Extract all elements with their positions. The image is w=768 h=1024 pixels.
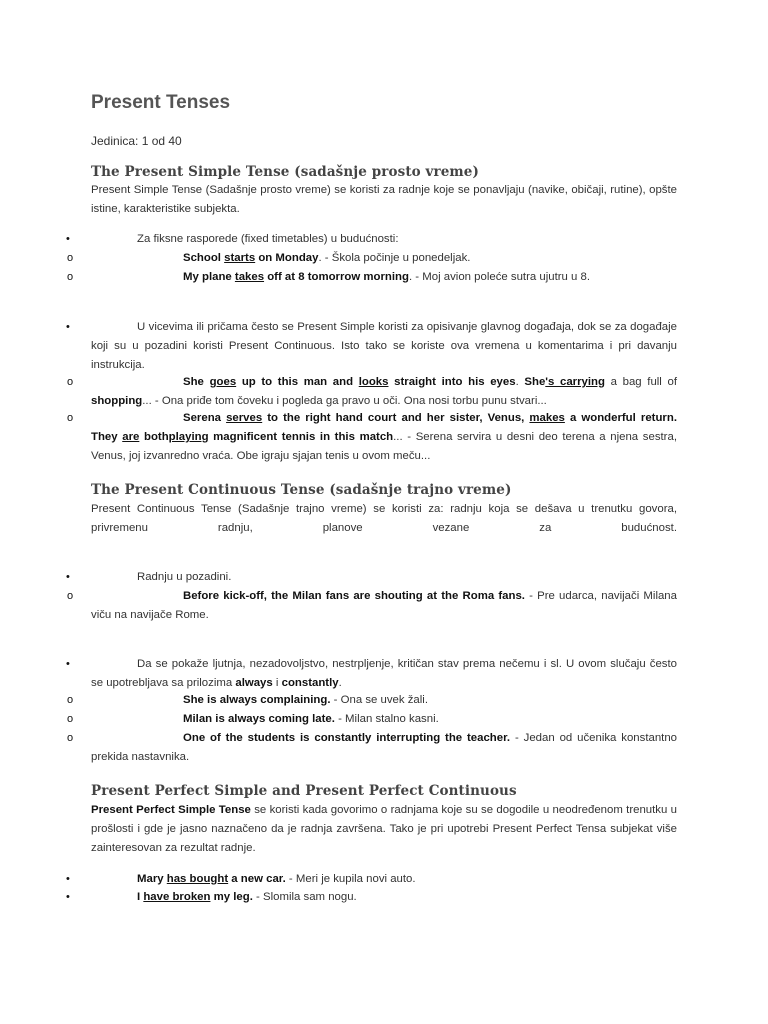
page-title: Present Tenses (91, 92, 231, 113)
sub-bullet-marker: o (67, 694, 74, 706)
unit-counter: Jedinica: 1 od 40 (91, 134, 182, 148)
example-she-goes: She goes up to this man and looks straight into his eyes. She's carrying a bag full of shopping... - Ona priđe tom čoveku i pogleda ga pravo u oči. Ona nosi torbu punu stvari... (91, 376, 677, 407)
sub-bullet-marker: o (67, 271, 74, 283)
example-serena-serves: Serena serves to the right hand court and her sister, Venus, makes a wonderful return. They are bothplaying magnificent tennis in this match... - Serena servira u desni deo terena a njena sestra, Venus, joj izvanredno vraća. Obe igraju sjajan tenis u ovom meču... (91, 412, 677, 462)
bullet-background-action: Radnju u pozadini. (137, 571, 232, 583)
bullet-marker: • (66, 571, 70, 583)
example-mary-bought: Mary has bought a new car. - Meri je kupila novi auto. (137, 873, 416, 885)
example-school-starts: School starts on Monday. - Škola počinje u ponedeljak. (183, 252, 471, 264)
sub-bullet-marker: o (67, 412, 74, 424)
section-heading-present-simple: The Present Simple Tense (sadašnje prosto vreme) (91, 164, 479, 180)
example-always-complaining: She is always complaining. - Ona se uvek žali. (183, 694, 428, 706)
bullet-marker: • (66, 233, 70, 245)
bullet-marker: • (66, 321, 70, 333)
sub-bullet-marker: o (67, 252, 74, 264)
section-heading-present-continuous: The Present Continuous Tense (sadašnje trajno vreme) (91, 482, 512, 498)
sub-bullet-marker: o (67, 732, 74, 744)
example-interrupting-teacher: One of the students is constantly interrupting the teacher. - Jedan od učenika konstantno prekida nastavnika. (91, 732, 678, 763)
bullet-jokes-stories: U vicevima ili pričama često se Present Simple koristi za opisivanje glavnog događaja, dok se za događaje koji su u pozadini koristi Present Continuous. Isto tako se koriste ova vremena u komentarima i pri davanju instrukcija. (91, 321, 677, 371)
present-continuous-intro: Present Continuous Tense (Sadašnje trajno vreme) se koristi za: radnju koja se dešava u trenutku govora, privremenu radnju, planove vezane za budućnost. (91, 503, 677, 534)
bullet-showing-anger: Da se pokaže ljutnja, nezadovoljstvo, nestrpljenje, kritičan stav prema nečemu i sl. U ovom slučaju često se upotrebljava sa prilozima always i constantly. (91, 658, 677, 689)
example-plane-takes-off: My plane takes off at 8 tomorrow morning. - Moj avion poleće sutra ujutru u 8. (183, 271, 591, 283)
example-milan-fans: Before kick-off, the Milan fans are shouting at the Roma fans. - Pre udarca, navijači Milana viču na navijače Rome. (91, 590, 677, 621)
present-simple-intro: Present Simple Tense (Sadašnje prosto vreme) se koristi za radnje koje se ponavljaju (navike, običaji, rutine), opšte istine, karakteristike subjekta. (91, 184, 677, 215)
example-milan-late: Milan is always coming late. - Milan stalno kasni. (183, 713, 439, 725)
section-heading-present-perfect: Present Perfect Simple and Present Perfect Continuous (91, 783, 517, 799)
sub-bullet-marker: o (67, 376, 74, 388)
sub-bullet-marker: o (67, 590, 74, 602)
sub-bullet-marker: o (67, 713, 74, 725)
bullet-marker: • (66, 658, 70, 670)
present-perfect-intro: Present Perfect Simple Tense se koristi kada govorimo o radnjama koje su se dogodile u neodređenom trenutku u prošlosti i gde je jasno naznačeno da je radnja završena. Tako je pri upotrebi Present Perfect Tensa subjekat više zainteresovan za rezultat radnje. (91, 804, 677, 854)
bullet-fixed-timetables: Za fiksne rasporede (fixed timetables) u budućnosti: (137, 233, 399, 245)
bullet-marker: • (66, 891, 70, 903)
bullet-marker: • (66, 873, 70, 885)
example-broken-leg: I have broken my leg. - Slomila sam nogu. (137, 891, 357, 903)
